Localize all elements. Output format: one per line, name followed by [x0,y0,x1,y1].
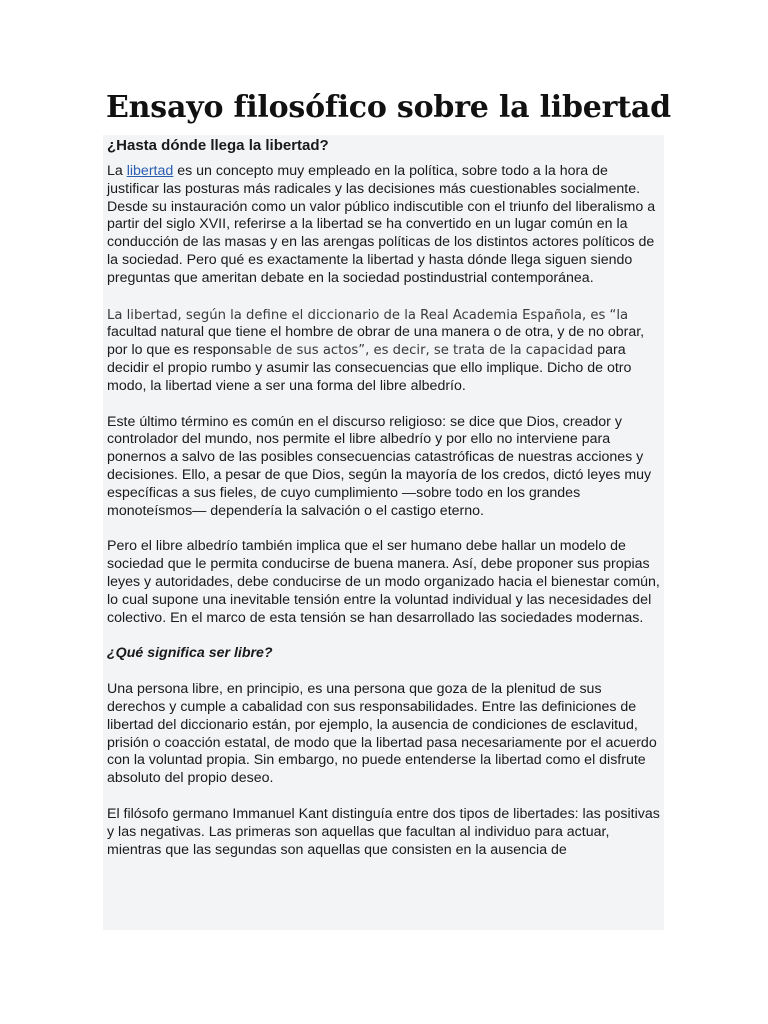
paragraph-3: Este último término es común en el discurso religioso: se dice que Dios, creador y controlador del mundo, nos permite el libre albedrío y por ello no interviene para ponernos a salvo de las posibles consecuencias catastróficas de nuestras acciones y decisiones. Ello, a pesar de que Dios, según la mayoría de los credos, dictó leyes muy específicas a sus fieles, de cuyo cumplimiento —sobre todo en los grandes monoteísmos— dependería la salvación o el castigo eterno. [107,413,652,519]
document-title: Ensayo filosófico sobre la libertad [106,90,671,125]
paragraph-2-part3: able de sus actos”, es decir, se trata de la capacidad [243,343,594,359]
section-subtitle: ¿Hasta dónde llega la libertad? [107,137,329,154]
paragraph-1-text: es un concepto muy empleado en la política, sobre todo a la hora de justificar las posturas más radicales y las decisiones más cuestionables socialmente. Desde su instauración como un valor público indiscutible con el triunfo del liberalismo a partir del siglo XVII, referirse a la libertad se ha convertido en un lugar común en la conducción de las masas y en las arengas políticas de los distintos actores políticos de la sociedad. Pero qué es exactamente la libertad y hasta dónde llega siguen siendo preguntas que ameritan debate en la sociedad postindustrial contemporánea. [107,163,656,286]
paragraph-2-part1: La libertad, según la define el diccionario de la Real Academia Española, es “la [107,307,629,323]
paragraph-5: Una persona libre, en principio, es una persona que goza de la plenitud de sus derechos y cumple a cabalidad con sus responsabilidades. Entre las definiciones de libertad del diccionario están, por ejemplo, la ausencia de condiciones de esclavitud, prisión o coacción estatal, de modo que la libertad pasa necesariamente por el acuerdo con la voluntad propia. Sin embargo, no puede entenderse la libertad como el disfrute absoluto del propio deseo. [107,681,657,787]
paragraph-1 [107,163,661,288]
libertad-link[interactable]: libertad [126,163,174,179]
paragraph-2 [107,307,661,396]
article-body [103,135,664,930]
paragraph-6: El filósofo germano Immanuel Kant distinguía entre dos tipos de libertades: las positivas y las negativas. Las primeras son aquellas que facultan al individuo para actuar, mientras que las segundas son aquellas que consisten en la ausencia de [107,805,660,858]
paragraph-2-part2: facultad natural que tiene el hombre de obrar de una manera o de otra, y de no obrar, por lo que es respons [107,324,645,359]
section-heading-2: ¿Qué significa ser libre? [107,645,273,662]
paragraph-2-part4: para decidir el propio rumbo y asumir las consecuencias que ello implique. Dicho de otro modo, la libertad viene a ser una forma del libre albedrío. [107,342,632,394]
paragraph-1-lead: La [107,163,127,179]
paragraph-4: Pero el libre albedrío también implica que el ser humano debe hallar un modelo de sociedad que le permita conducirse de buena manera. Así, debe proponer sus propias leyes y autoridades, debe conducirse de un modo organizado hacia el bienestar común, lo cual supone una inevitable tensión entre la voluntad individual y las necesidades del colectivo. En el marco de esta tensión se han desarrollado las sociedades modernas. [107,538,660,626]
